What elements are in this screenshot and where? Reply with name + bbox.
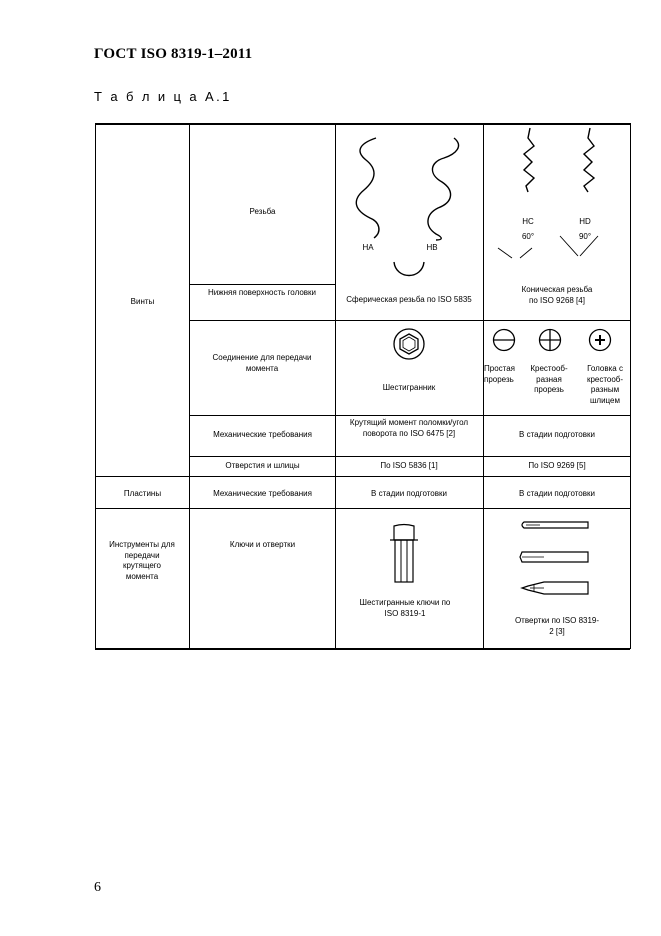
spherical-thread-text: Сферическая резьба по ISO 5835 — [346, 295, 472, 304]
tools-label: Инструменты для передачи крутящего момента — [109, 540, 175, 581]
cross-slot-label: Крестооб-разная прорезь — [530, 364, 568, 394]
thread-hc-angle: 60° — [521, 232, 535, 241]
thread-hc-label: HC — [522, 217, 534, 226]
row-divider-mechanical — [189, 456, 630, 457]
thread-ha-label: HA — [362, 243, 374, 252]
spherical-thread-profile-icon — [336, 124, 483, 284]
table-right-border — [630, 123, 631, 649]
cross-recess-label: Головка с крестооб-разным шлицем — [586, 364, 624, 405]
row-divider-plates — [95, 508, 630, 509]
mechanical-conical-text: В стадии подготовки — [519, 430, 595, 439]
hex-keys-label: Шестигранные ключи по ISO 8319-1 — [359, 598, 451, 618]
row-divider-thread — [189, 284, 335, 285]
table-bottom-border — [95, 648, 630, 650]
mechanical-label: Механические требования — [213, 430, 312, 439]
keys-label: Ключи и отвертки — [229, 540, 296, 549]
thread-label: Резьба — [249, 207, 276, 216]
row-divider-connection — [189, 415, 630, 416]
row-divider-surface — [189, 320, 630, 321]
mechanical-spherical-text: Крутящий момент поломки/угол поворота по ISO 6475 [2] — [349, 418, 469, 438]
holes-label: Отверстия и шлицы — [225, 461, 300, 470]
hexagon-label: Шестигранник — [382, 383, 436, 392]
hex-key-icon — [386, 522, 436, 586]
holes-conical-text: По ISO 9269 [5] — [528, 461, 586, 470]
conical-thread-text: Коническая резьба по ISO 9268 [4] — [521, 285, 593, 305]
document-header: ГОСТ ISO 8319-1–2011 — [94, 46, 253, 62]
plates-label: Пластины — [123, 489, 162, 498]
simple-slot-icon — [492, 328, 516, 352]
cross-slot-icon — [538, 328, 562, 352]
screwdrivers-icon — [484, 510, 630, 610]
plates-conical-text: В стадии подготовки — [519, 489, 595, 498]
column-divider-1 — [189, 123, 190, 649]
table-left-border — [95, 123, 96, 649]
hexagon-socket-icon — [392, 327, 426, 361]
screwdrivers-label: Отвертки по ISO 8319-2 [3] — [514, 616, 600, 636]
thread-hd-angle: 90° — [578, 232, 592, 241]
row-divider-screws — [95, 476, 630, 477]
screws-label: Винты — [130, 297, 155, 306]
plates-mechanical-label: Механические требования — [213, 489, 312, 498]
holes-spherical-text: По ISO 5836 [1] — [380, 461, 438, 470]
thread-hb-label: HB — [426, 243, 438, 252]
torque-connection-label: Соединение для передачи момента — [212, 353, 312, 373]
simple-slot-label: Простая прорезь — [484, 364, 516, 384]
conical-thread-profile-icon — [484, 124, 630, 284]
thread-hd-label: HD — [579, 217, 591, 226]
plates-spherical-text: В стадии подготовки — [371, 489, 447, 498]
page-number: 6 — [94, 880, 101, 895]
cross-recess-icon — [588, 328, 612, 352]
bottom-surface-label: Нижняя поверхность головки — [207, 288, 316, 297]
table-caption: Т а б л и ц а А.1 — [94, 89, 232, 104]
